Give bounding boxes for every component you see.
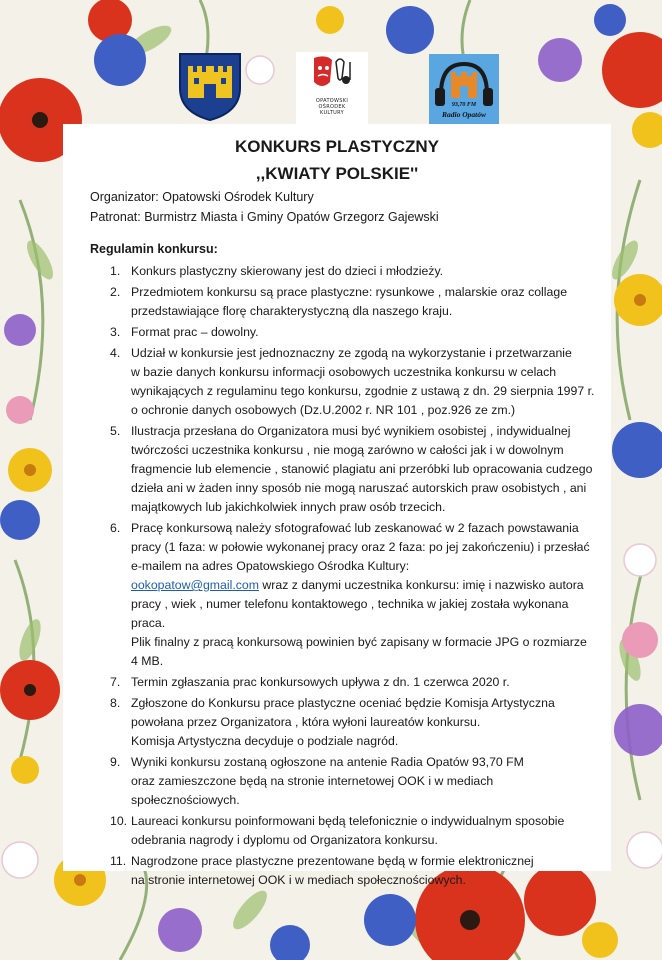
rule-text: Zgłoszone do Konkursu prace plastyczne oceniać będzie Komisja Artystyczna	[131, 696, 555, 710]
rule-text: Laureaci konkursu poinformowani będą telefonicznie o indywidualnym sposobie	[131, 814, 565, 828]
rule-number: 4.	[110, 346, 121, 360]
email-link[interactable]: ookopatow@gmail.com	[131, 578, 259, 592]
rule-text: Nagrodzone prace plastyczne prezentowane będą w formie elektronicznej	[131, 854, 534, 868]
rule-text: 4 MB.	[131, 654, 164, 668]
opatow-coat-of-arms-logo	[174, 50, 246, 122]
rule-text: na stronie internetowej OOK i w mediach społecznościowych.	[131, 873, 466, 887]
rule-text: oraz zamieszczone będą na stronie internetowej OOK i w mediach	[131, 774, 494, 788]
announcement-panel	[63, 124, 611, 887]
rule-text: w bazie danych konkursu informacji osobowych uczestnika konkursu w celach	[131, 365, 557, 379]
rule-number: 11.	[110, 854, 127, 868]
rule-item	[90, 852, 605, 890]
radio-name: Radio Opatów	[442, 110, 486, 119]
rule-text: Ilustracja przesłana do Organizatora musi być wynikiem osobistej , indywidualnej	[131, 424, 571, 438]
radio-opatow-logo	[429, 54, 499, 124]
rule-number: 8.	[110, 696, 121, 710]
theatre-masks-icon	[296, 52, 368, 98]
rule-text: twórczości uczestnika konkursu , nie mogą zarówno w całości jak i w dowolnym	[131, 443, 564, 457]
rule-text: Wyniki konkursu zostaną ogłoszone na antenie Radia Opatów 93,70 FM	[131, 755, 524, 769]
patronage-line: Patronat: Burmistrz Miasta i Gminy Opatów Grzegorz Gajewski	[90, 210, 439, 224]
rule-item	[90, 519, 605, 671]
rule-text: Konkurs plastyczny skierowany jest do dzieci i młodzieży.	[131, 264, 444, 278]
rule-item	[90, 673, 605, 692]
rule-number: 5.	[110, 424, 121, 438]
rule-item	[90, 283, 605, 321]
ook-logo-caption: OPATOWSKI OŚRODEK KULTURY	[315, 98, 349, 116]
rule-text: Format prac – dowolny.	[131, 325, 259, 339]
rule-text: pracy (1 faza: w połowie wykonanej pracy oraz 2 faza: po jej zakończeniu) i przesłać	[131, 540, 590, 554]
rule-number: 6.	[110, 521, 121, 535]
rule-number: 7.	[110, 675, 121, 689]
ook-logo	[296, 52, 368, 124]
rule-text: Udział w konkursie jest jednoznaczny ze zgodą na wykorzystanie i przetwarzanie	[131, 346, 572, 360]
rule-text: dzieła ani w żaden inny sposób nie mogą naruszać autorskich praw osobistych , ani	[131, 481, 587, 495]
rule-number: 10.	[110, 814, 128, 828]
rule-text: Przedmiotem konkursu są prace plastyczne: rysunkowe , malarskie oraz collage	[131, 285, 568, 299]
rule-number: 2.	[110, 285, 121, 299]
rule-text: majątkowych lub jakichkolwiek innych praw osób trzecich.	[131, 500, 446, 514]
organizer-line: Organizator: Opatowski Ośrodek Kultury	[90, 190, 314, 204]
rule-text: odebrania nagrody i dyplomu od Organizatora konkursu.	[131, 833, 438, 847]
rule-number: 1.	[110, 264, 121, 278]
rule-text: społecznościowych.	[131, 793, 240, 807]
rule-text: praca.	[131, 616, 166, 630]
rule-item	[90, 753, 605, 810]
rule-text: pracy , wiek , numer telefonu kontaktowego , technika w jakiej została wykonana	[131, 597, 569, 611]
radio-frequency: 93,70 FM	[451, 102, 477, 108]
email-line	[131, 576, 605, 595]
rule-item	[90, 422, 605, 517]
rule-text: przedstawiające florę charakterystyczną dla naszego kraju.	[131, 304, 453, 318]
rule-item	[90, 262, 605, 281]
page-title: KONKURS PLASTYCZNY	[234, 137, 439, 156]
rule-text: Plik finalny z pracą konkursową powinien być zapisany w formacie JPG o rozmiarze	[131, 635, 587, 649]
rule-number: 9.	[110, 755, 121, 769]
rule-text: Termin zgłaszania prac konkursowych upływa z dn. 1 czerwca 2020 r.	[131, 675, 510, 689]
rule-text: Komisja Artystyczna decyduje o podziale nagród.	[131, 734, 399, 748]
rule-text: powołana przez Organizatora , która wyłoni laureatów konkursu.	[131, 715, 481, 729]
rule-text: Pracę konkursową należy sfotografować lub zeskanować w 2 fazach powstawania	[131, 521, 579, 535]
rule-text: wynikających z regulaminu tego konkursu, zgodnie z ustawą z dn. 29 sierpnia 1997 r.	[131, 384, 595, 398]
rule-text: fragmencie lub elemencie , stanowić plagiatu ani przeróbki lub opracowania cudzego	[131, 462, 593, 476]
rule-text: e-mailem na adres Opatowskiego Ośrodka Kultury:	[131, 559, 410, 573]
rule-item	[90, 323, 605, 342]
rules-list	[90, 262, 605, 892]
page-subtitle: ,,KWIATY POLSKIE''	[255, 164, 419, 183]
rule-item	[90, 812, 605, 850]
rule-number: 3.	[110, 325, 121, 339]
rule-item	[90, 344, 605, 420]
rules-heading: Regulamin konkursu:	[90, 242, 218, 256]
rule-text: o ochronie danych osobowych (Dz.U.2002 r. NR 101 , poz.926 ze zm.)	[131, 403, 516, 417]
rule-item	[90, 694, 605, 751]
rule-text: wraz z danymi uczestnika konkursu: imię i nazwisko autora	[259, 578, 584, 592]
